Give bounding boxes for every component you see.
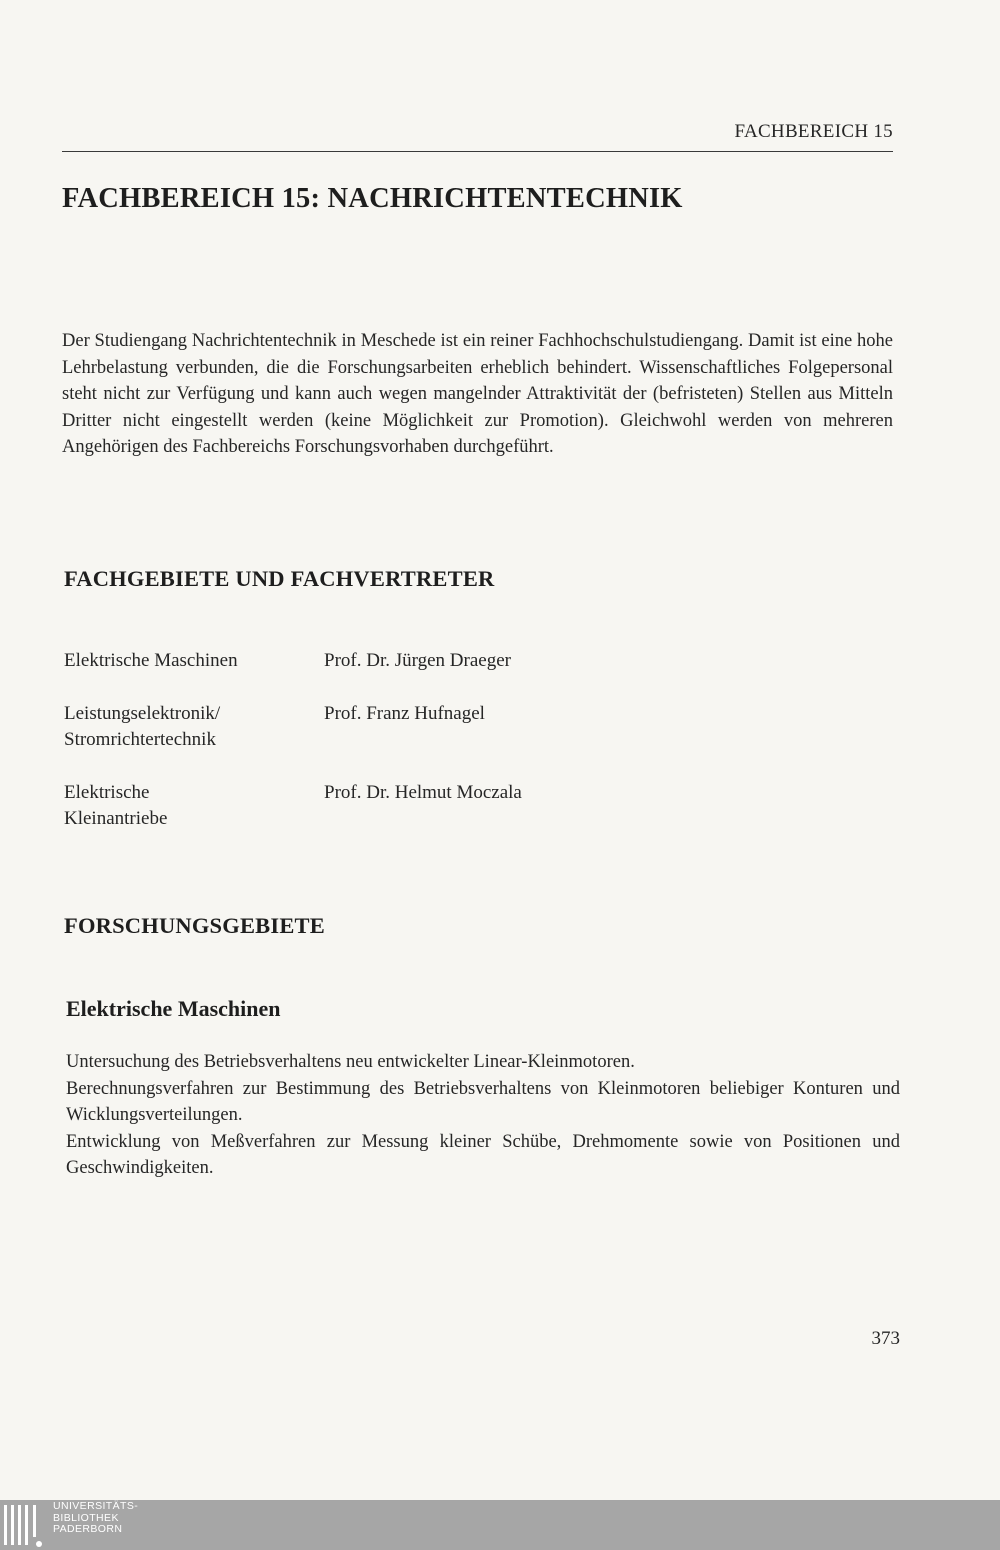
staff-area-line: Kleinantriebe [64,808,168,829]
intro-paragraph: Der Studiengang Nachrichtentechnik in Meschede ist ein reiner Fachhochschulstudiengang. Damit ist eine hohe Lehrbelastung verbunden, die die Forschungsarbeiten erheblich behindert. Wissenschaftliches Folgepersonal steht nicht zur Verfügung und kann auch wegen mangelnder Attraktivität der (befristeten) Stellen aus Mitteln Dritter nicht eingestellt werden (keine Möglichkeit zur Promotion). Gleichwohl werden von mehreren Angehörigen des Fachbereichs Forschungsvorhaben durchgeführt. [62,331,893,457]
staff-area [64,780,324,833]
research-text [66,1049,900,1182]
staff-name: Prof. Franz Hufnagel [324,702,485,724]
staff-row [64,701,884,754]
library-name-line: BIBLIOTHEK [53,1511,119,1524]
library-name-line: UNIVERSITÄTS- [53,1500,139,1512]
staff-heading: FACHGEBIETE UND FACHVERTRETER [64,566,495,591]
research-item: Untersuchung des Betriebsverhaltens neu entwickelter Linear-Kleinmotoren. [66,1052,635,1072]
footer-bar [0,1500,1000,1550]
staff-list [64,648,884,859]
staff-name: Prof. Dr. Helmut Moczala [324,781,522,803]
staff-area [64,648,324,675]
page-title: FACHBEREICH 15: NACHRICHTENTECHNIK [62,183,683,214]
staff-row [64,648,884,675]
header-rule [62,151,893,152]
staff-name: Prof. Dr. Jürgen Draeger [324,650,511,671]
staff-row [64,780,884,833]
staff-area [64,701,324,754]
library-name [53,1501,138,1536]
library-name-line: PADERBORN [53,1523,123,1535]
staff-area-line: Stromrichtertechnik [64,729,216,750]
research-item: Berechnungsverfahren zur Bestimmung des Betriebsverhaltens von Kleinmotoren beliebiger Konturen und Wicklungsverteilungen. [66,1078,900,1125]
staff-area-line: Elektrische [64,781,150,803]
research-subheading: Elektrische Maschinen [66,996,281,1021]
page-number: 373 [871,1328,900,1349]
running-head: FACHBEREICH 15 [734,121,893,142]
staff-area-line: Elektrische Maschinen [64,650,238,671]
research-heading: FORSCHUNGSGEBIETE [64,913,325,938]
library-barcode-icon [2,1501,46,1549]
staff-area-line: Leistungselektronik/ [64,702,221,724]
research-item: Entwicklung von Meßverfahren zur Messung kleiner Schübe, Drehmomente sowie von Positionen und Geschwindigkeiten. [66,1131,900,1178]
